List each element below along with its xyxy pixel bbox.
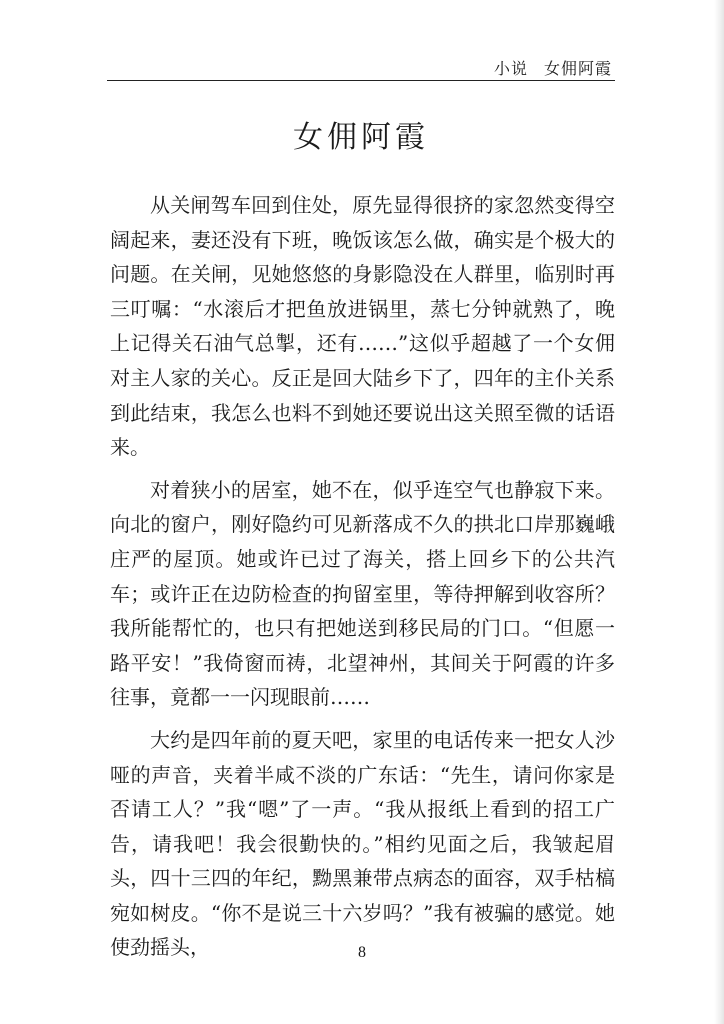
header-story-title: 女佣阿霞 xyxy=(543,59,612,78)
header-section: 小说 xyxy=(493,59,528,78)
running-header xyxy=(494,56,612,79)
page-edge-shadow xyxy=(714,0,724,1024)
paragraph: 从关闸驾车回到住处，原先显得很挤的家忽然变得空阔起来，妻还没有下班，晚饭该怎么做，确实是个极大的问题。在关闸，见她悠悠的身影隐没在人群里，临别时再三叮嘱：“水滚后才把鱼放进锅里，蒸七分钟就熟了，晚上记得关石油气总掣，还有……”这似乎超越了一个女佣对主人家的关心。反正是回大陆乡下了，四年的主仆关系到此结束，我怎么也料不到她还要说出这关照至微的话语来。 xyxy=(110,193,615,460)
body-text xyxy=(110,188,615,973)
page-number: 8 xyxy=(358,944,366,961)
story-title: 女佣阿霞 xyxy=(293,120,429,155)
paragraph: 对着狭小的居室，她不在，似乎连空气也静寂下来。向北的窗户，刚好隐约可见新落成不久的拱北口岸那巍峨庄严的屋顶。她或许已过了海关，搭上回乡下的公共汽车；或许正在边防检查的拘留室里，等待押解到收容所？我所能帮忙的，也只有把她送到移民局的门口。“但愿一路平安！”我倚窗而祷，北望神州，其间关于阿霞的许多往事，竟都一一闪现眼前…… xyxy=(110,477,615,710)
header-rule xyxy=(107,80,615,81)
paragraph: 大约是四年前的夏天吧，家里的电话传来一把女人沙哑的声音，夹着半咸不淡的广东话：“先生，请问你家是否请工人？”我“嗯”了一声。“我从报纸上看到的招工广告，请我吧！我会很勤快的。”相约见面之后，我皱起眉头，四十三四的年纪，黝黑兼带点病态的面容，双手枯槁宛如树皮。“你不是说三十六岁吗？”我有被骗的感觉。她使劲摇头， xyxy=(110,727,615,960)
